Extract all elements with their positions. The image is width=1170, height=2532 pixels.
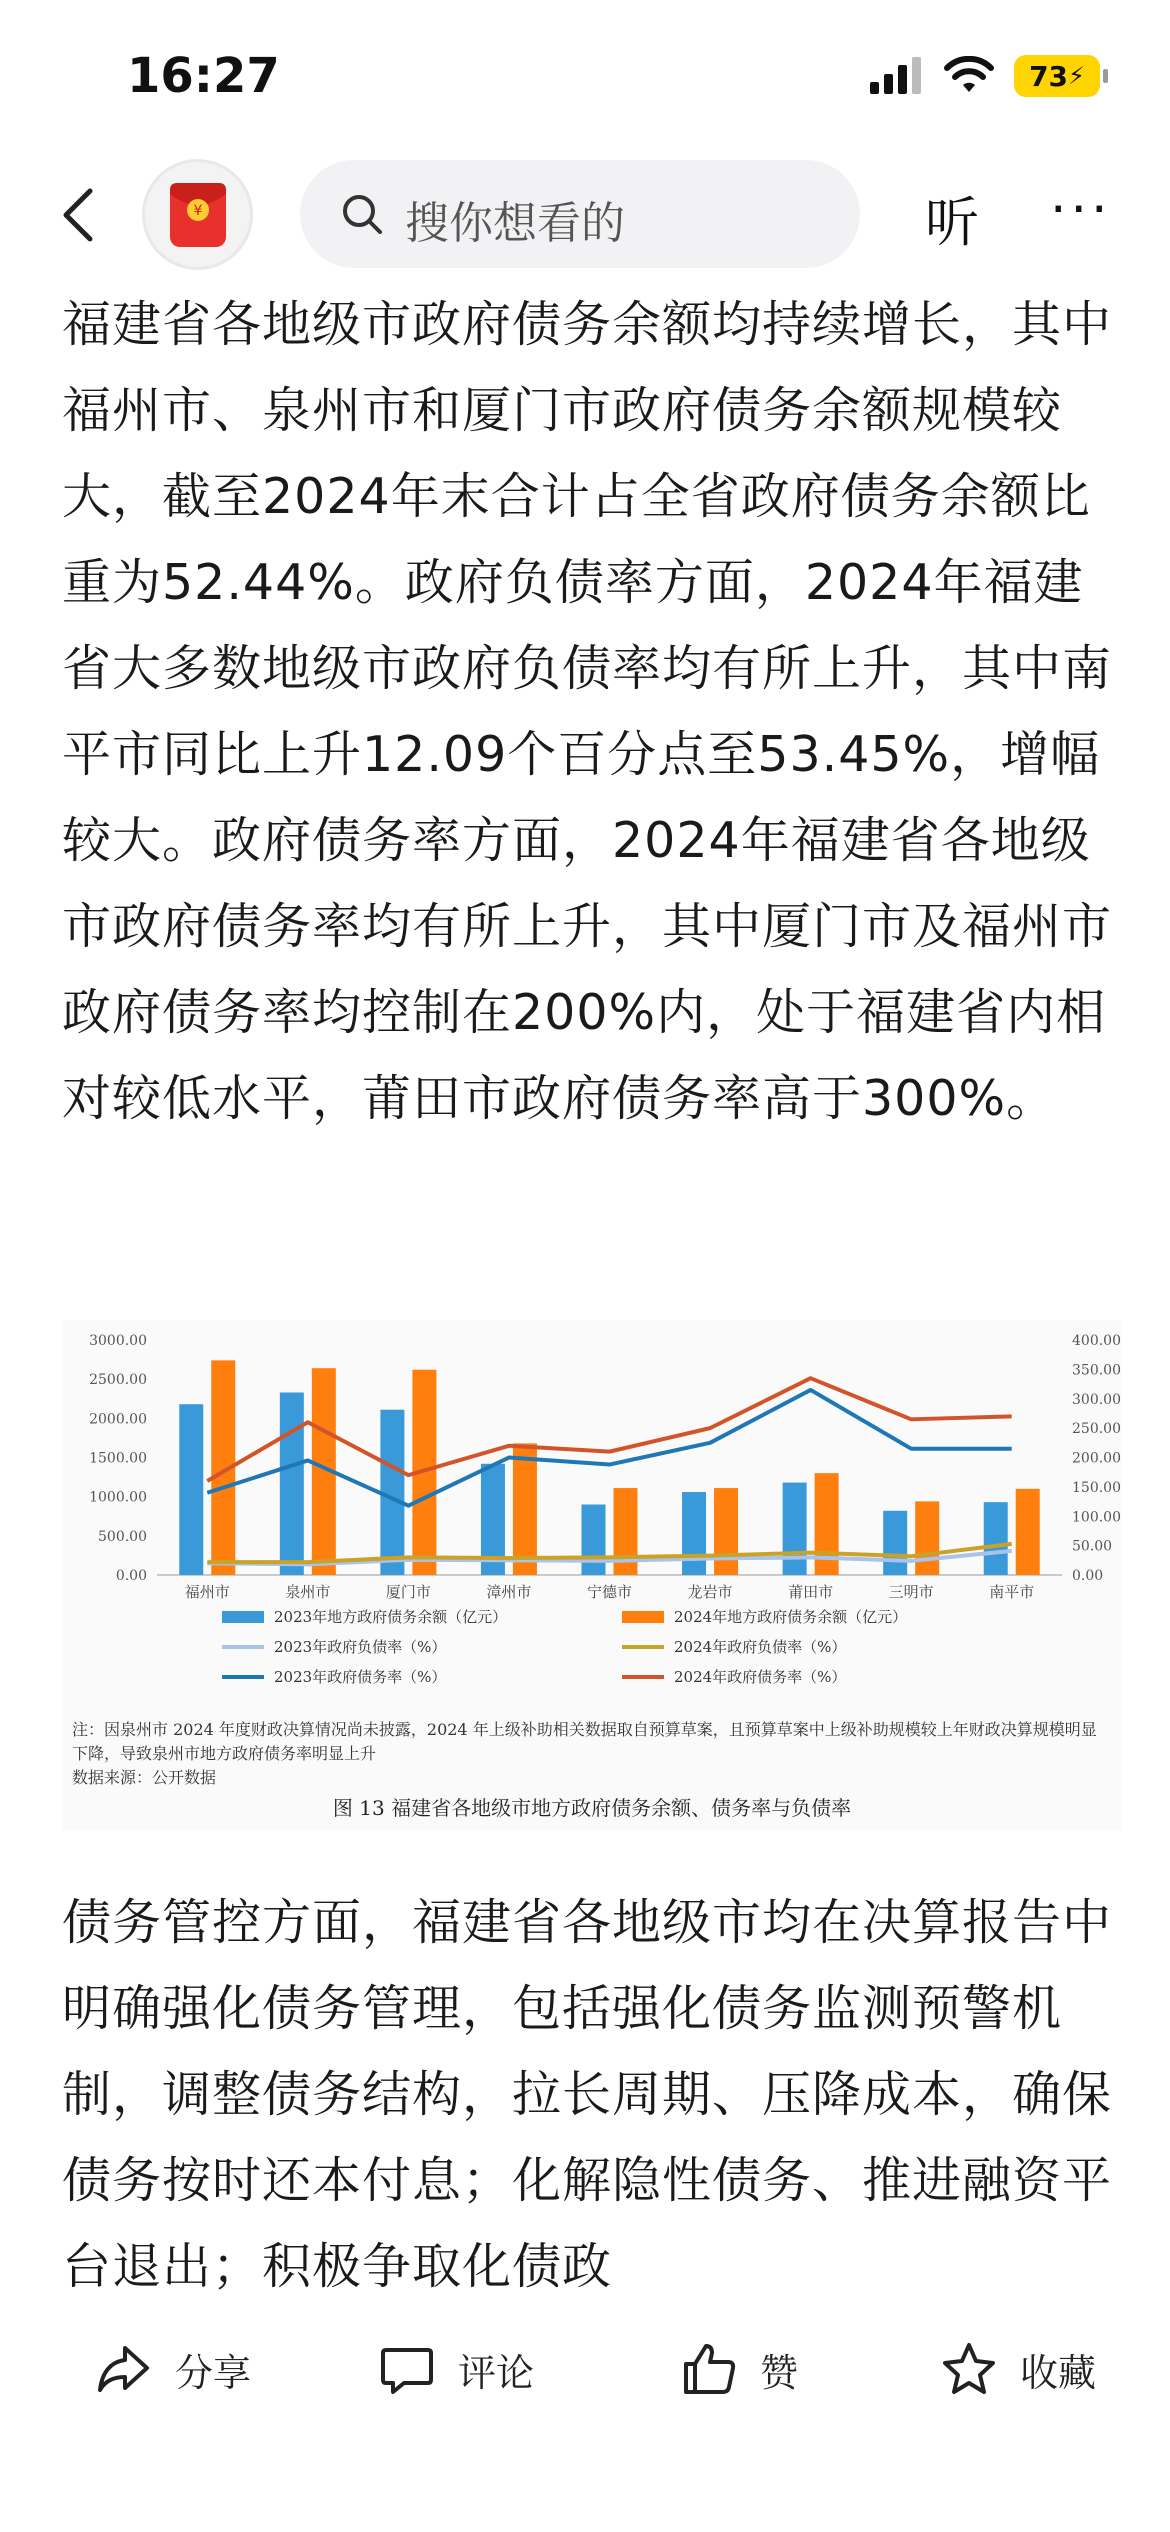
right-tick-label: 250.00: [1072, 1421, 1121, 1438]
red-envelope-icon: [167, 180, 229, 250]
bar-2024-漳州市: [513, 1443, 537, 1575]
right-tick-label: 100.00: [1072, 1509, 1121, 1526]
bar-2023-泉州市: [280, 1392, 304, 1575]
search-icon: [340, 192, 384, 236]
figure-caption: 图 13 福建省各地级市地方政府债务余额、债务率与负债率: [332, 1796, 852, 1820]
bar-2023-莆田市: [783, 1483, 807, 1575]
battery-icon: 73 ⚡: [1014, 55, 1100, 97]
left-tick-label: 2500.00: [89, 1372, 147, 1389]
bar-2023-厦门市: [380, 1410, 404, 1575]
left-tick-label: 3000.00: [89, 1333, 147, 1349]
left-tick-label: 2000.00: [89, 1411, 147, 1428]
share-icon: [95, 2340, 153, 2398]
figure-note: 注：因泉州市 2024 年度财政决算情况尚未披露，2024 年上级补助相关数据取自预算草案，且预算草案中上级补助规模较上年财政决算规模明显下降，导致泉州市地方政府债务率明显上升: [72, 1720, 1097, 1763]
wifi-icon: [944, 56, 994, 96]
category-label: 漳州市: [486, 1583, 532, 1601]
category-label: 厦门市: [385, 1583, 431, 1601]
more-button[interactable]: ···: [1050, 180, 1112, 240]
legend-swatch: [622, 1611, 664, 1623]
legend-swatch: [222, 1611, 264, 1623]
comment-icon: [378, 2340, 436, 2398]
right-tick-label: 300.00: [1072, 1391, 1121, 1408]
nav-bar: [0, 150, 1170, 280]
category-label: 南平市: [989, 1583, 1035, 1601]
right-tick-label: 50.00: [1072, 1538, 1113, 1555]
search-bar[interactable]: [300, 160, 860, 268]
legend-label: 2024年政府债务率（%）: [674, 1668, 847, 1686]
status-time: 16:27: [127, 48, 280, 104]
search-placeholder: 搜你想看的: [405, 198, 625, 249]
left-tick-label: 500.00: [98, 1528, 147, 1545]
bar-2023-三明市: [883, 1511, 907, 1575]
signal-icon: [868, 56, 924, 96]
legend-label: 2023年政府债务率（%）: [274, 1668, 447, 1686]
right-tick-label: 200.00: [1072, 1450, 1121, 1467]
legend-label: 2024年地方政府债务余额（亿元）: [674, 1608, 908, 1626]
right-tick-label: 350.00: [1072, 1362, 1121, 1379]
category-label: 莆田市: [788, 1583, 834, 1601]
bar-2023-宁德市: [582, 1505, 606, 1576]
category-label: 泉州市: [285, 1583, 331, 1601]
bar-2023-福州市: [179, 1404, 203, 1575]
left-tick-label: 1500.00: [89, 1450, 147, 1467]
back-icon[interactable]: [50, 185, 110, 245]
favorite-button[interactable]: [940, 2340, 1096, 2398]
bottom-toolbar: [0, 2300, 1170, 2532]
article-paragraph-2: 债务管控方面，福建省各地级市均在决算报告中明确强化债务管理，包括强化债务监测预警机制，调整债务结构，拉长周期、压降成本，确保债务按时还本付息；化解隐性债务、推进融资平台退出；积极争取化债政: [62, 1894, 1113, 2295]
debt-chart: [62, 1320, 1122, 1740]
svg-text:¥: ¥: [193, 202, 202, 219]
article-figure: [62, 1320, 1122, 1830]
bar-2024-三明市: [915, 1501, 939, 1575]
share-label: 分享: [175, 2350, 252, 2395]
category-label: 三明市: [888, 1583, 934, 1601]
comment-label: 评论: [458, 2350, 535, 2395]
category-label: 福州市: [184, 1583, 230, 1601]
status-bar: [0, 0, 1170, 150]
star-icon: [940, 2340, 998, 2398]
bar-2023-南平市: [984, 1502, 1008, 1575]
category-label: 龙岩市: [687, 1583, 733, 1601]
favorite-label: 收藏: [1020, 2350, 1097, 2395]
comment-button[interactable]: [378, 2340, 534, 2398]
legend-label: 2023年政府负债率（%）: [274, 1638, 447, 1656]
battery-level: 73: [1029, 59, 1069, 93]
red-envelope-avatar[interactable]: [145, 162, 250, 267]
legend-label: 2023年地方政府债务余额（亿元）: [274, 1608, 508, 1626]
right-tick-label: 150.00: [1072, 1479, 1121, 1496]
thumbs-up-icon: [680, 2340, 738, 2398]
like-label: 赞: [760, 2350, 799, 2395]
left-tick-label: 0.00: [115, 1568, 147, 1584]
figure-source: 数据来源：公开数据: [72, 1768, 217, 1787]
right-tick-label: 0.00: [1072, 1568, 1104, 1584]
like-button[interactable]: [680, 2340, 798, 2398]
legend-label: 2024年政府负债率（%）: [674, 1638, 847, 1656]
share-button[interactable]: [95, 2340, 251, 2398]
bar-2024-龙岩市: [714, 1488, 738, 1575]
bar-2023-龙岩市: [682, 1492, 706, 1575]
left-tick-label: 1000.00: [89, 1489, 147, 1506]
status-icons: [868, 55, 1100, 97]
category-label: 宁德市: [586, 1583, 633, 1601]
article-paragraph-1: 福建省各地级市政府债务余额均持续增长，其中福州市、泉州市和厦门市政府债务余额规模较大，截至2024年末合计占全省政府债务余额比重为52.44%。政府负债率方面，2024年福建省大多数地级市政府负债率均有所上升，其中南平市同比上升12.09个百分点至53.45%，增幅较大。政府债务率方面，2024年福建省各地级市政府债务率均有所上升，其中厦门市及福州市政府债务率均控制在200%内，处于福建省内相对较低水平，莆田市政府债务率高于300%。: [62, 296, 1113, 1127]
listen-button[interactable]: 听: [925, 191, 979, 254]
right-tick-label: 400.00: [1072, 1333, 1121, 1349]
bar-2024-南平市: [1016, 1489, 1040, 1575]
